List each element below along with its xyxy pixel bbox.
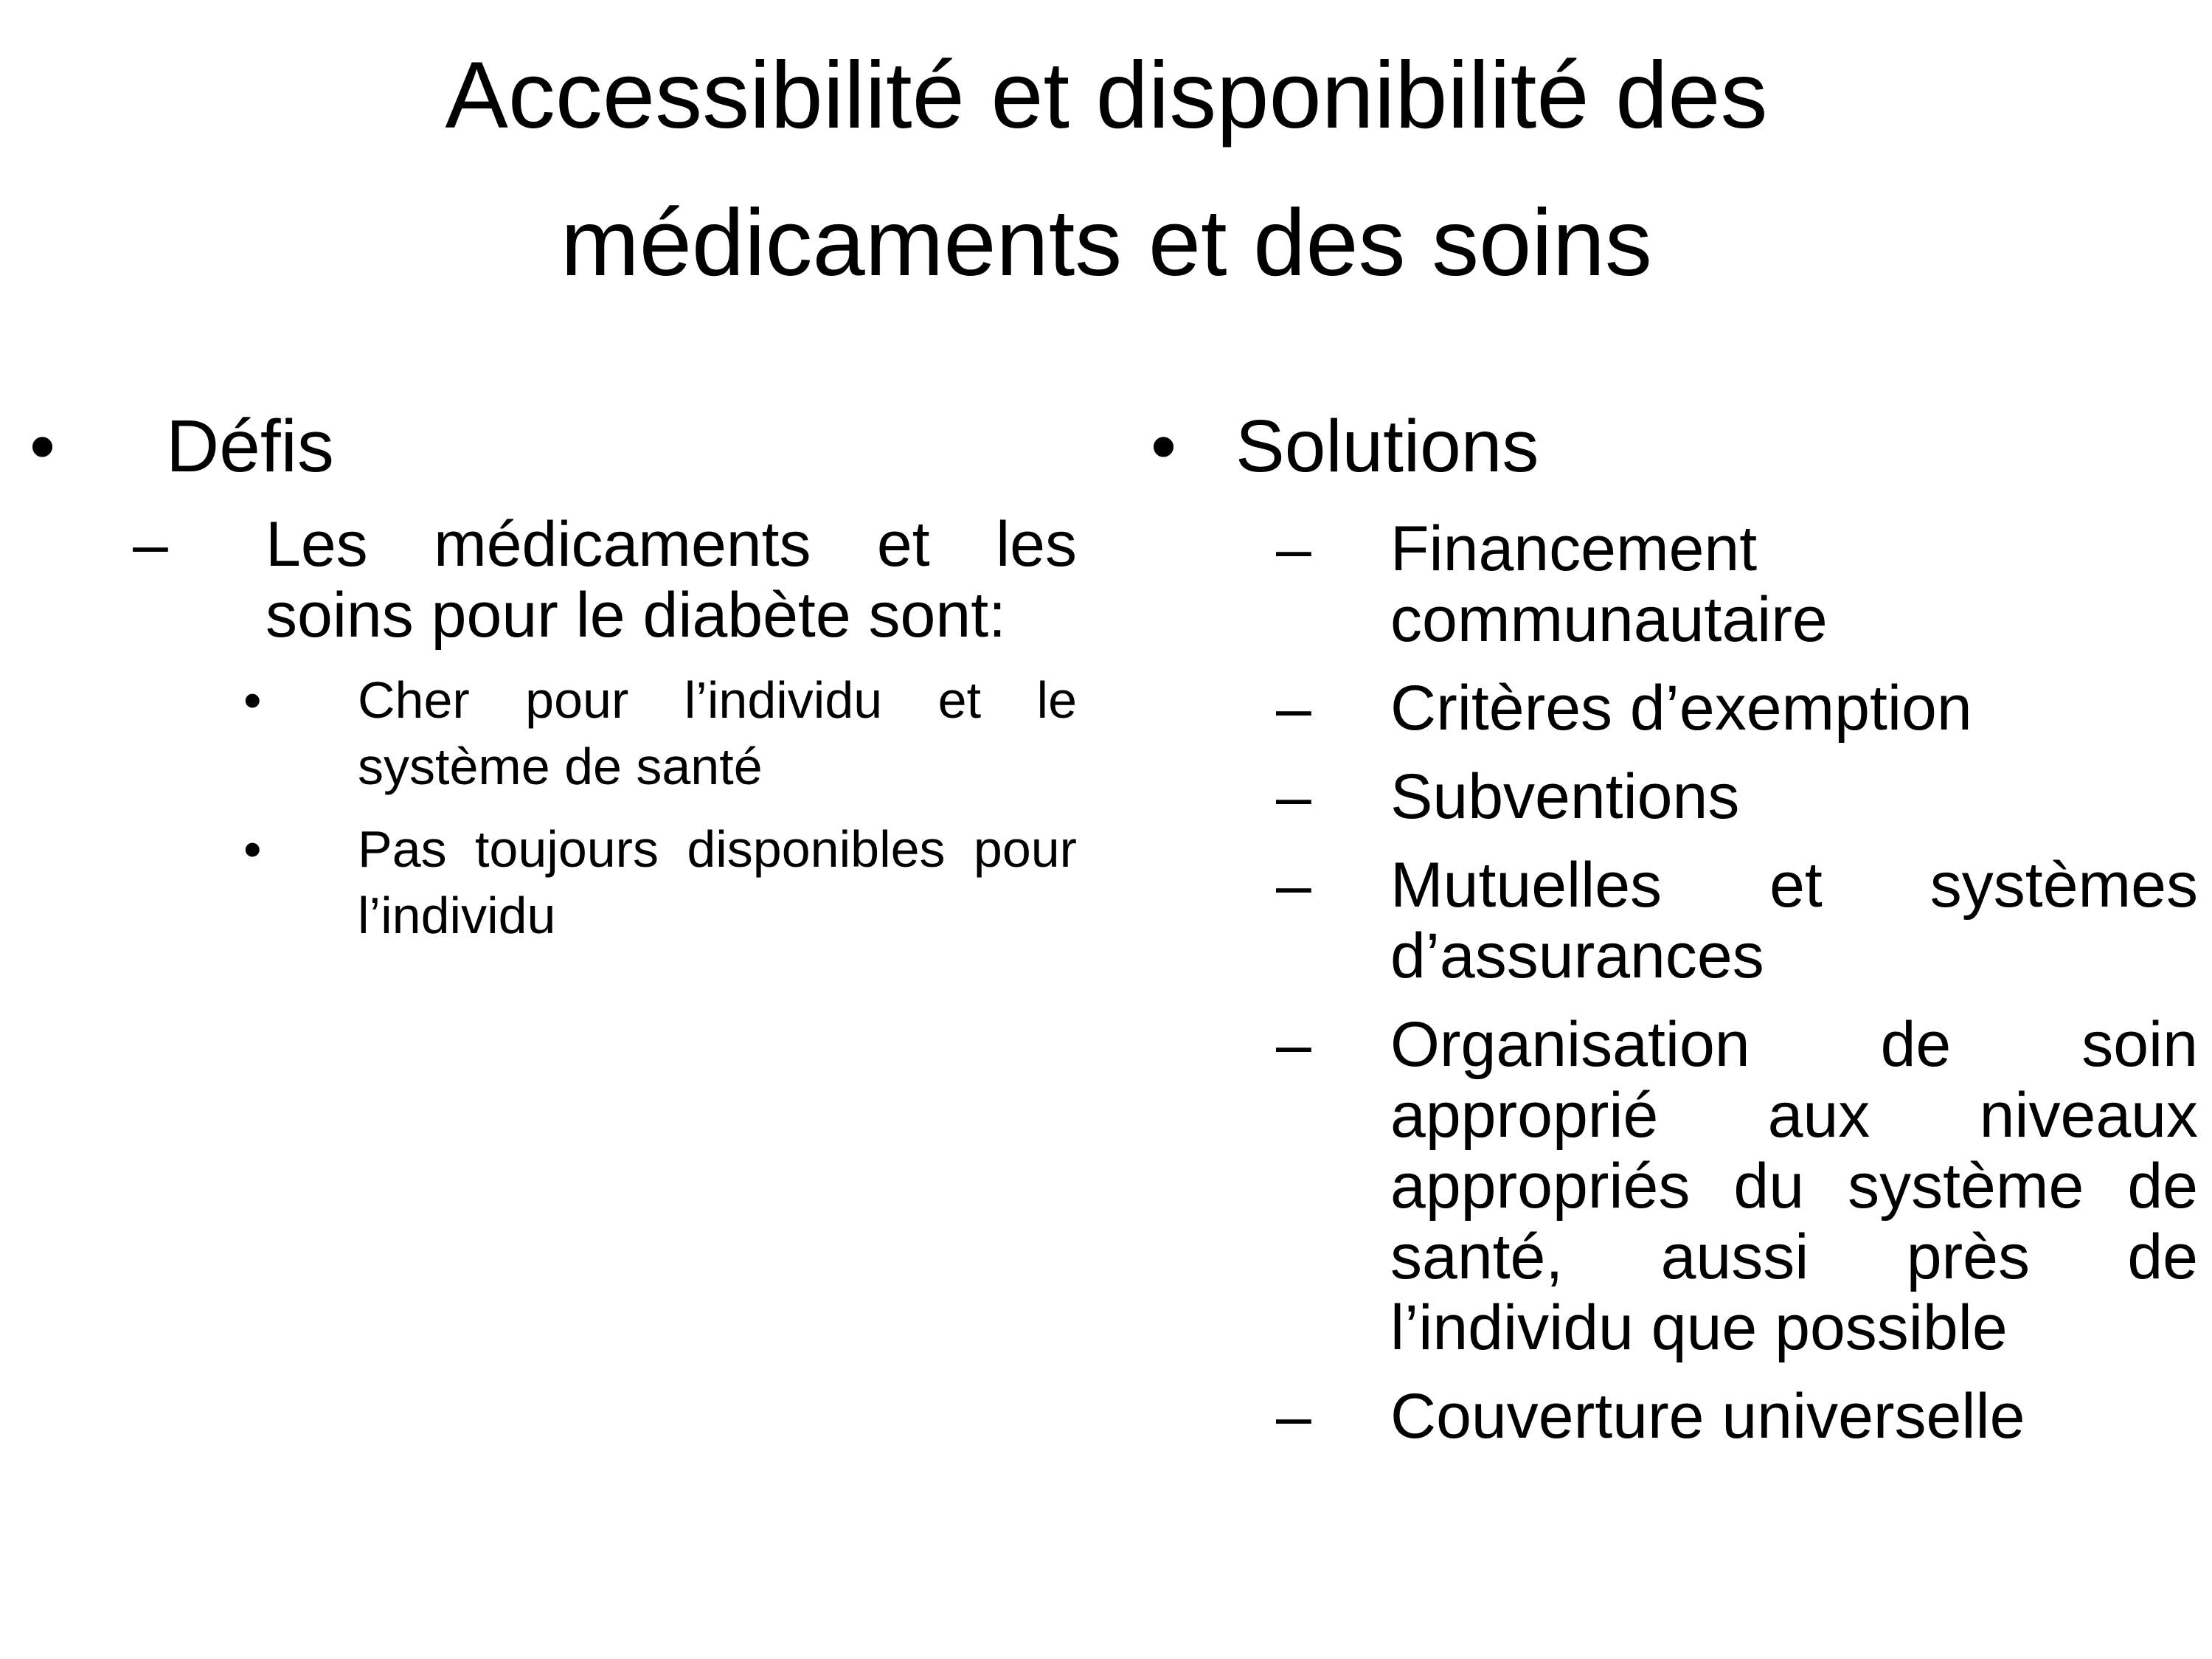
solution-item [1151,673,2198,744]
solutions-heading: Solutions [1235,405,1539,488]
solution-item [1151,850,2198,991]
challenges-sub-item [30,509,1077,651]
dash-icon: – [1276,850,1311,921]
dash-icon: – [1276,761,1311,832]
dash-icon: – [1276,673,1311,744]
dash-icon: – [1276,1009,1311,1080]
solution-text: Financement communautaire [1390,513,1828,655]
solution-text: Critères d’exemption [1390,673,1972,744]
solutions-heading-item [1151,398,2198,494]
solution-item [1151,1381,2198,1452]
solution-item [1151,1009,2198,1363]
bullet-icon: • [30,405,56,488]
solution-text: Mutuelles et systèmes d’assurances [1390,850,2198,991]
challenge-text: Pas toujours disponibles pour l’individu [358,820,1077,944]
challenges-heading-item [30,398,1077,494]
challenges-sub-text: Les médicaments et les soins pour le diabète sont: [266,509,1077,651]
challenge-item [30,667,1077,800]
challenge-item [30,816,1077,949]
dash-icon: – [1276,1381,1311,1452]
title-line-2: médicaments et des soins [561,190,1652,296]
slide-title [148,22,2065,317]
challenges-heading: Défis [166,405,334,488]
solution-text: Organisation de soin approprié aux niveaux appropriés du système de santé, aussi près de l’individu que possible [1390,1009,2198,1363]
dash-icon: – [133,509,168,580]
solution-item [1151,761,2198,832]
bullet-icon: • [243,671,262,729]
solution-item [1151,513,2198,655]
solutions-column [1151,398,2198,1452]
solution-text: Couverture universelle [1390,1381,2025,1452]
solution-text: Subventions [1390,761,1740,832]
challenges-column [30,398,1077,949]
bullet-icon: • [1151,405,1177,488]
title-line-1: Accessibilité et disponibilité des [445,43,1768,148]
bullet-icon: • [243,820,262,878]
challenge-text: Cher pour l’individu et le système de santé [358,671,1077,795]
dash-icon: – [1276,513,1311,584]
